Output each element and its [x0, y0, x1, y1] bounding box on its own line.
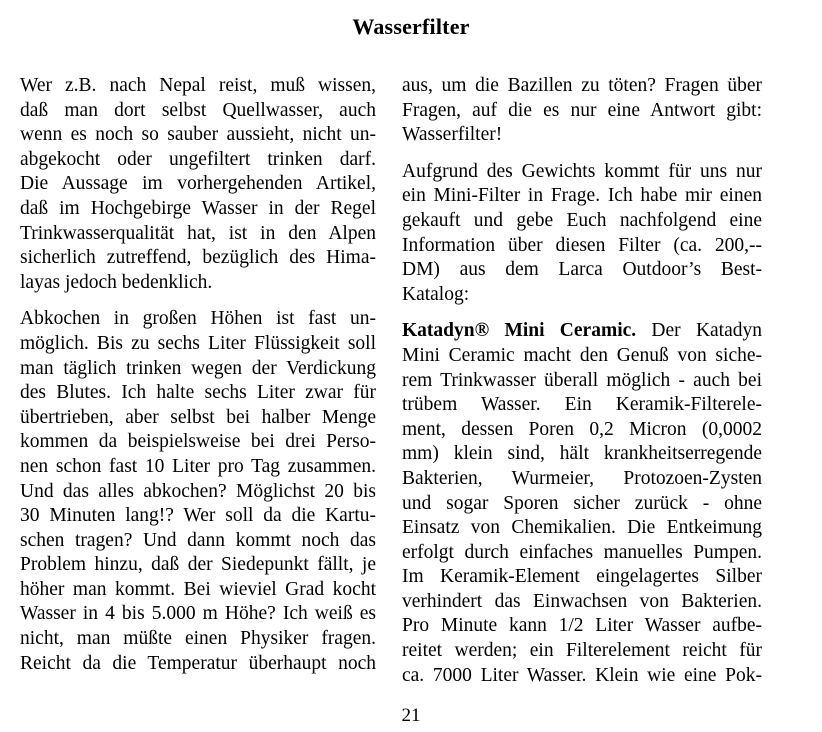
text-fragment: Der Katadyn [636, 320, 763, 342]
text-line: ca. 7000 Liter Wasser. Klein wie eine Pok- [402, 664, 762, 686]
product-paragraph [402, 319, 762, 688]
text-line: Fragen, auf die es nur eine Antwort gibt: [402, 99, 762, 121]
text-line: ment, dessen Poren 0,2 Micron (0,0002 [402, 418, 762, 440]
text-line: erfolgt durch einfaches manuelles Pumpen. [402, 541, 762, 563]
text-line: mm) klein sind, hält krankheitserregende [402, 443, 762, 465]
text-line: Mini Ceramic macht den Genuß von siche- [402, 344, 762, 366]
text-line: gekauft und gebe Euch nachfolgend eine [402, 209, 762, 231]
text-line: Und das alles abkochen? Möglichst 20 bis [20, 480, 376, 502]
text-line: nen schon fast 10 Liter pro Tag zusammen. [20, 455, 376, 477]
text-line: Information über diesen Filter (ca. 200,-- [402, 234, 762, 256]
text-line: Wasserfilter! [402, 124, 503, 146]
text-line: daß man dort selbst Quellwasser, auch [20, 99, 376, 121]
text-line: Wasser in 4 bis 5.000 m Höhe? Ich weiß es [20, 603, 376, 625]
text-line: Die Aussage im vorhergehenden Artikel, [20, 173, 376, 195]
text-line: wenn es noch so sauber aussieht, nicht un- [20, 124, 376, 146]
right-column [402, 74, 762, 688]
text-line: möglich. Bis zu sechs Liter Flüssigkeit soll [20, 332, 376, 354]
text-line: man täglich trinken wegen der Verdickung [20, 357, 376, 379]
text-line: Katalog: [402, 283, 470, 305]
left-column [20, 74, 376, 676]
text-line: DM) aus dem Larca Outdoor’s Best- [402, 259, 762, 281]
text-line: 30 Minuten lang!? Wer soll da die Kartu- [20, 505, 376, 527]
text-line: ein Mini-Filter in Frage. Ich habe mir einen [402, 185, 762, 207]
text-line: schen tragen? Und dann kommt noch das [20, 529, 376, 551]
text-line: daß im Hochgebirge Wasser in der Regel [20, 197, 376, 219]
text-line: übertrieben, aber selbst bei halber Menge [20, 406, 376, 428]
page-title: Wasserfilter [352, 14, 470, 39]
text-line: Im Keramik-Element eingelagertes Silber [402, 566, 762, 588]
text-line: Wer z.B. nach Nepal reist, muß wissen, [20, 75, 376, 96]
paragraph [402, 74, 762, 148]
text-line: Bakterien, Wurmeier, Protozoen-Zysten [402, 467, 762, 489]
paragraph [20, 307, 376, 676]
text-line: trübem Wasser. Ein Keramik-Filterele- [402, 394, 762, 416]
text-line: des Blutes. Ich halte sechs Liter zwar für [20, 382, 376, 404]
paragraph [20, 74, 376, 295]
text-line: Pro Minute kann 1/2 Liter Wasser aufbe- [402, 615, 762, 637]
text-line: Trinkwasserqualität hat, ist in den Alpen [20, 222, 376, 244]
paragraph [402, 160, 762, 308]
text-line: verhindert das Einwachsen von Bakterien. [402, 590, 762, 612]
text-line: Problem hinzu, daß der Siedepunkt fällt, je [20, 554, 376, 576]
text-line: höher man kommt. Bei wieviel Grad kocht [20, 578, 376, 600]
text-line: rem Trinkwasser überall möglich - auch bei [402, 369, 762, 391]
text-line: kommen da beispielsweise bei drei Perso- [20, 431, 376, 453]
page-number: 21 [401, 705, 421, 726]
text-line: aus, um die Bazillen zu töten? Fragen über [402, 75, 762, 96]
text-line: nicht, man müßte einen Physiker fragen. [20, 628, 376, 650]
text-line: Abkochen in großen Höhen ist fast un- [20, 308, 376, 330]
product-name: Katadyn® Mini Ceramic. [402, 320, 637, 342]
text-line: abgekocht oder ungefiltert trinken darf. [20, 148, 376, 170]
text-line: Einsatz von Chemikalien. Die Entkeimung [402, 517, 762, 539]
text-line: sicherlich zutreffend, bezüglich des Hima- [20, 247, 376, 269]
text-line: layas jedoch bedenklich. [20, 271, 213, 293]
text-line: Aufgrund des Gewichts kommt für uns nur [402, 160, 762, 182]
text-line [402, 319, 762, 344]
text-line: reitet werden; ein Filterelement reicht für [402, 640, 762, 662]
text-line: Reicht da die Temperatur überhaupt noch [20, 652, 376, 674]
text-line: und sogar Sporen sicher zurück - ohne [402, 492, 762, 514]
